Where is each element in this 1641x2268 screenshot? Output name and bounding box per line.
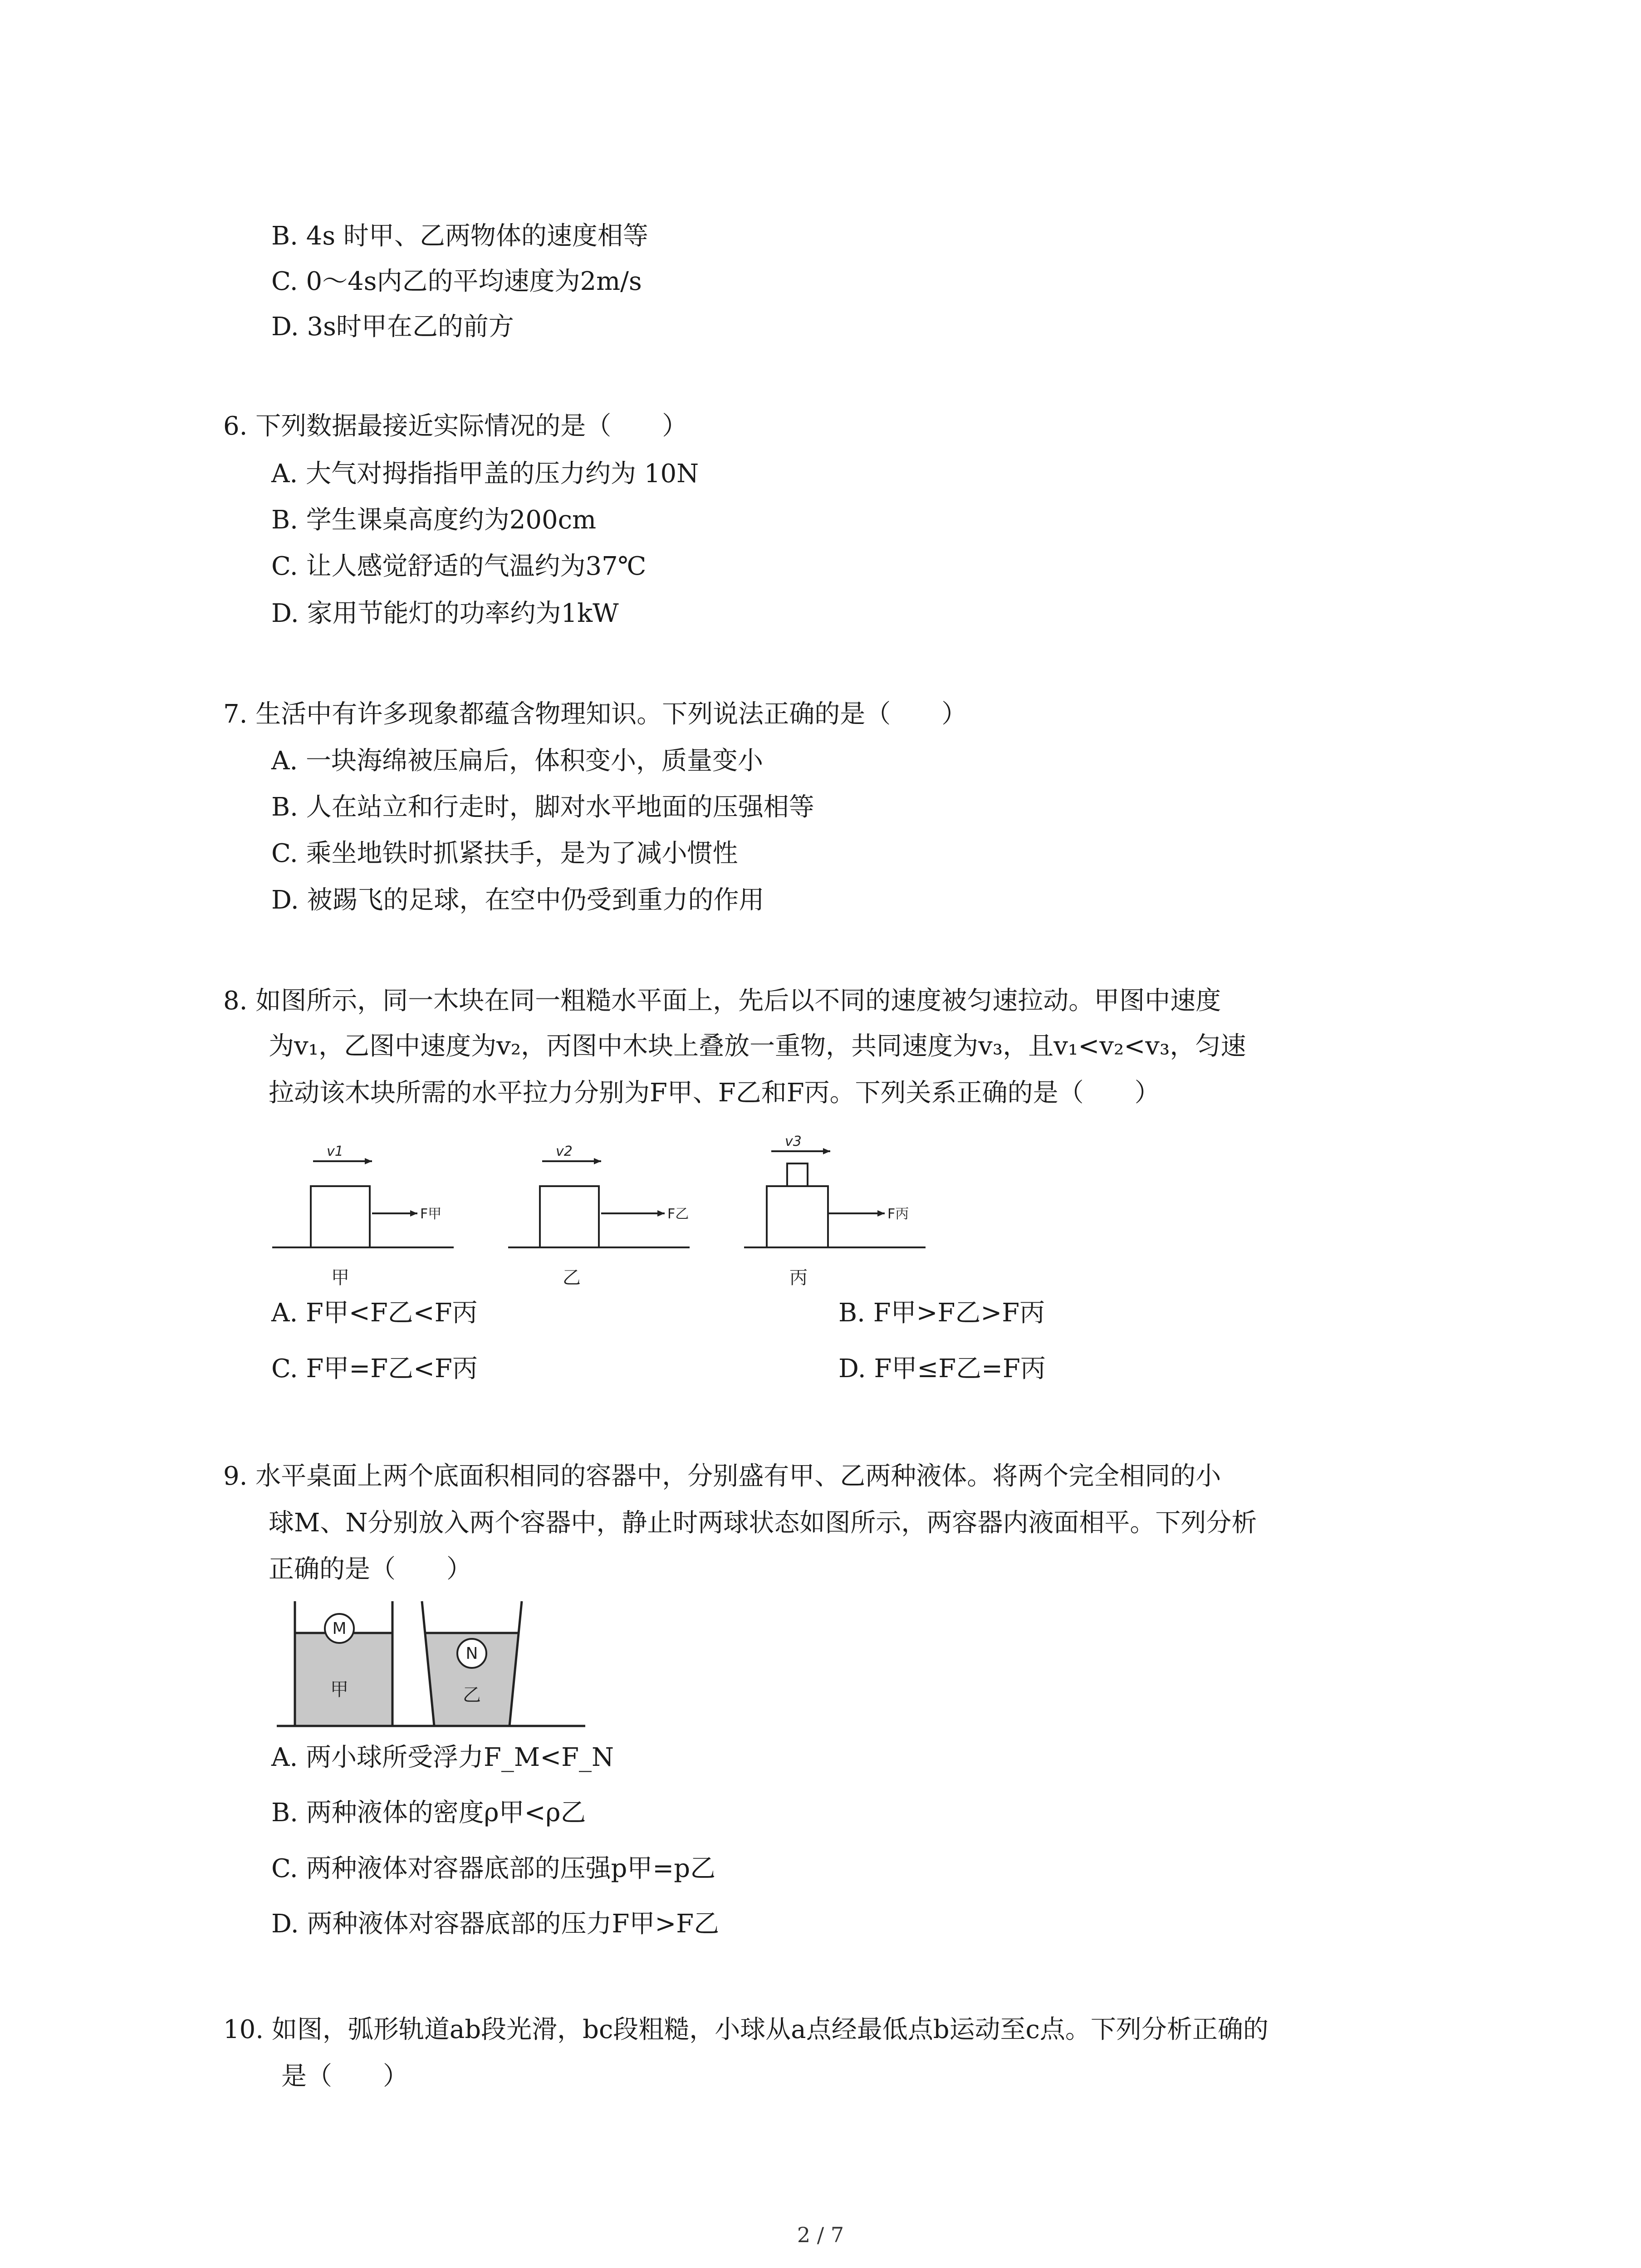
q7-option-c: C. 乘坐地铁时抓紧扶手，是为了减小惯性 <box>271 839 738 868</box>
q8-stem-line-3: 拉动该木块所需的水平拉力分别为F甲、F乙和F丙。下列关系正确的是（ ） <box>269 1078 1160 1108</box>
q9-option-d: D. 两种液体对容器底部的压力F甲>F乙 <box>271 1909 720 1939</box>
q8-caption-3: 丙 <box>789 1267 808 1288</box>
q9-stem-line-2: 球M、N分别放入两个容器中，静止时两球状态如图所示，两容器内液面相平。下列分析 <box>269 1508 1257 1538</box>
q5-option-c: C. 0～4s内乙的平均速度为2m/s <box>271 267 642 296</box>
q10-stem-line-2: 是（ ） <box>281 2062 408 2091</box>
q8-velocity-label-3: v3 <box>785 1134 802 1149</box>
q9-ball-m-label: M <box>332 1619 347 1638</box>
q8-figure <box>263 1134 971 1297</box>
q9-ball-n-label: N <box>465 1644 478 1663</box>
q9-liquid-label-2: 乙 <box>463 1685 481 1706</box>
q9-stem-line-3: 正确的是（ ） <box>269 1554 472 1584</box>
q7-option-d: D. 被踢飞的足球，在空中仍受到重力的作用 <box>271 885 764 915</box>
q8-option-b: B. F甲>F乙>F丙 <box>838 1298 1045 1328</box>
q9-stem-line-1: 9. 水平桌面上两个底面积相同的容器中，分别盛有甲、乙两种液体。将两个完全相同的小 <box>223 1461 1221 1491</box>
q8-stem-line-2: 为v₁，乙图中速度为v₂，丙图中木块上叠放一重物，共同速度为v₃，且v₁<v₂<v₃，匀速 <box>269 1031 1246 1061</box>
q9-figure <box>268 1597 594 1733</box>
q5-option-b: B. 4s 时甲、乙两物体的速度相等 <box>271 221 648 251</box>
q9-option-b: B. 两种液体的密度ρ甲<ρ乙 <box>271 1798 586 1828</box>
q8-force-label-1: F甲 <box>420 1206 442 1222</box>
q8-velocity-label-2: v2 <box>556 1144 573 1159</box>
q6-option-a: A. 大气对拇指指甲盖的压力约为 10N <box>271 459 699 489</box>
q7-stem: 7. 生活中有许多现象都蕴含物理知识。下列说法正确的是（ ） <box>223 699 967 729</box>
q7-option-a: A. 一块海绵被压扁后，体积变小，质量变小 <box>271 746 764 776</box>
q9-option-a: A. 两小球所受浮力F_M<F_N <box>271 1743 614 1772</box>
q9-liquid-label-1: 甲 <box>330 1679 348 1700</box>
q6-option-c: C. 让人感觉舒适的气温约为37℃ <box>271 552 647 581</box>
q10-stem-line-1: 10. 如图，弧形轨道ab段光滑，bc段粗糙，小球从a点经最低点b运动至c点。下列分析正确的 <box>223 2015 1269 2044</box>
q6-stem: 6. 下列数据最接近实际情况的是（ ） <box>223 411 688 441</box>
q8-caption-2: 乙 <box>563 1267 581 1288</box>
q6-option-d: D. 家用节能灯的功率约为1kW <box>271 599 619 628</box>
q8-force-label-3: F丙 <box>887 1206 909 1222</box>
q8-force-label-2: F乙 <box>667 1206 689 1222</box>
q8-option-d: D. F甲≤F乙=F丙 <box>838 1354 1046 1383</box>
q8-stem-line-1: 8. 如图所示，同一木块在同一粗糙水平面上，先后以不同的速度被匀速拉动。甲图中速度 <box>223 986 1221 1016</box>
q6-option-b: B. 学生课桌高度约为200cm <box>271 505 597 535</box>
q5-option-d: D. 3s时甲在乙的前方 <box>271 312 514 342</box>
q7-option-b: B. 人在站立和行走时，脚对水平地面的压强相等 <box>271 792 814 822</box>
q8-option-c: C. F甲=F乙<F丙 <box>271 1354 478 1383</box>
q8-option-a: A. F甲<F乙<F丙 <box>271 1298 478 1328</box>
q8-velocity-label-1: v1 <box>327 1144 343 1159</box>
q9-option-c: C. 两种液体对容器底部的压强p甲=p乙 <box>271 1854 716 1883</box>
q8-caption-1: 甲 <box>331 1267 349 1288</box>
page-number: 2 / 7 <box>797 2223 844 2247</box>
